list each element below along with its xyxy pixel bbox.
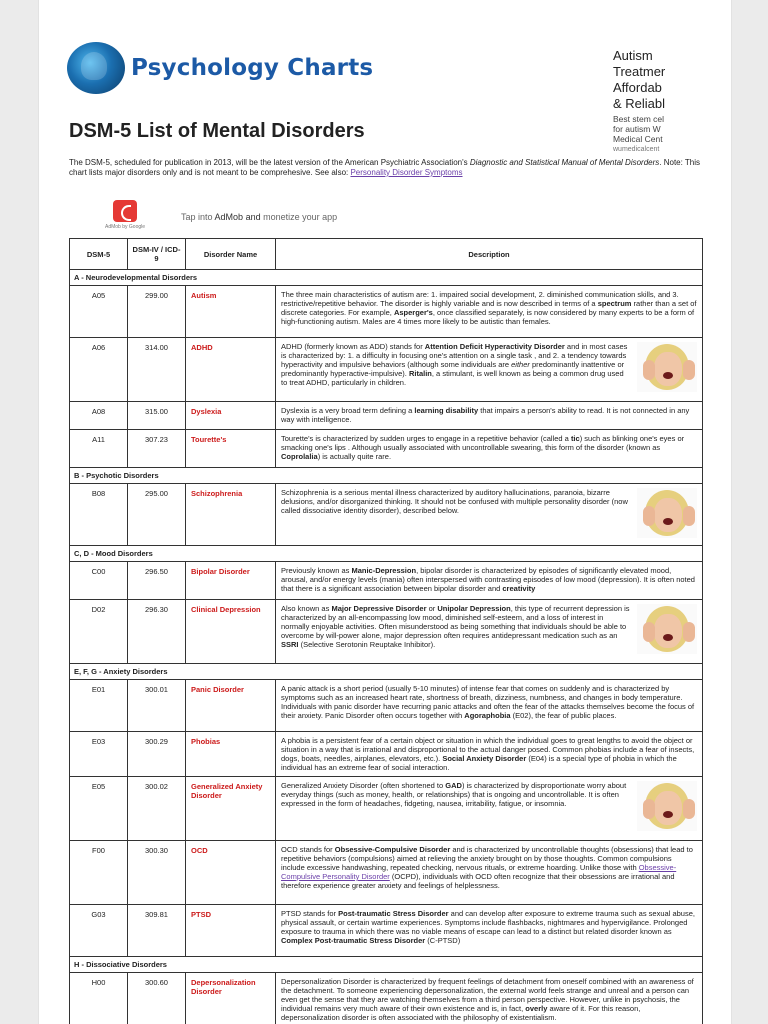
description-text: Ritalin <box>408 369 432 378</box>
disorder-description <box>276 562 703 600</box>
table-row <box>70 680 703 732</box>
description-text: SSRI <box>281 640 299 649</box>
disorder-name[interactable]: Clinical Depression <box>186 600 276 664</box>
table-row <box>70 286 703 338</box>
description-text: rather than a set of discrete categories. For example, <box>281 299 697 317</box>
dsm5-code: E03 <box>70 732 128 777</box>
icd9-code: 300.30 <box>128 841 186 905</box>
disorder-description <box>276 484 703 546</box>
description-text: A phobia is a persistent fear of a certain object or situation in which the individual goes to great lengths to avoid the object or situation in a way that is irrational and disproportional to the actual danger posed. Common phobias include a fear of insects, dogs, boats, needles, airplanes, elevators, etc.). <box>281 736 695 763</box>
disorder-description <box>276 338 703 402</box>
person-photo <box>637 604 697 654</box>
dsm5-code: B08 <box>70 484 128 546</box>
section-row <box>70 546 703 562</box>
description-text: Depersonalization Disorder is characterized by frequent feelings of detachment from oneself combined with an awareness of the detachment. To someone experiencing depersonalization, the external world feels strange and unreal and a person can even get the sense that they are watching themselves from a third person perspective. However, unlike in psychosis, the individual remains very much aware of their own existence and is, in fact, <box>281 977 694 1013</box>
dsm5-code: A06 <box>70 338 128 402</box>
section-row <box>70 957 703 973</box>
table-row <box>70 732 703 777</box>
description-text: Generalized Anxiety Disorder (often shortened to <box>281 781 446 790</box>
ad-line: Autism <box>613 48 653 63</box>
person-photo <box>637 488 697 538</box>
site-name: Psychology Charts <box>131 55 374 81</box>
photo-part <box>643 622 655 642</box>
person-photo <box>637 342 697 392</box>
description-text: Asperger's <box>393 308 433 317</box>
photo-part <box>663 372 673 379</box>
section-row <box>70 270 703 286</box>
admob-logo-icon <box>105 200 145 234</box>
ad-small-line: Best stem cel <box>613 114 665 124</box>
ad-line: Affordab <box>613 80 662 95</box>
table-row <box>70 484 703 546</box>
description-text: A panic attack is a short period (usually 5-10 minutes) of intense fear that comes on suddenly and is characterized by symptoms such as an increased heart rate, shortness of breath, dizziness, numbness, and changes in body temperature. Individuals with panic disorder have recurring panic attacks and often the fear of the attacks themselves become the focus of their anxiety. Panic Disorder often occurs together with <box>281 684 695 720</box>
intro-text: The DSM-5, scheduled for publication in 2013, will be the latest version of the American Psychiatric Association's <box>69 158 470 167</box>
section-title: H - Dissociative Disorders <box>70 957 703 973</box>
ad-small-line: for autism W <box>613 124 661 134</box>
ad-url: wumedicalcent <box>613 146 660 153</box>
table-row <box>70 402 703 430</box>
description-text: predominantly inattentive or predominantly hyperactive-impulsive). <box>281 360 625 378</box>
section-title: A - Neurodevelopmental Disorders <box>70 270 703 286</box>
disorder-name[interactable]: Generalized Anxiety Disorder <box>186 777 276 841</box>
intro-italic: Diagnostic and Statistical Manual of Mental Disorders <box>469 158 660 167</box>
intro-text: . Note: This chart lists major disorders only and is not meant to be comprehesive. See also: <box>69 158 701 177</box>
table-row <box>70 973 703 1024</box>
disorder-description <box>276 841 703 905</box>
description-text: Major Depressive Disorder <box>331 604 427 613</box>
icd9-code: 295.00 <box>128 484 186 546</box>
disorder-description <box>276 680 703 732</box>
photo-part <box>654 614 682 648</box>
table-row <box>70 430 703 468</box>
section-title: C, D - Mood Disorders <box>70 546 703 562</box>
dsm5-code: E01 <box>70 680 128 732</box>
icd9-code: 300.01 <box>128 680 186 732</box>
photo-part <box>683 360 695 380</box>
admob-text-a: Tap into <box>181 212 215 222</box>
description-text: ) is actually quite rare. <box>317 452 392 461</box>
description-text: ) such as blinking one's eyes or smacking one's lips . Although usually associated with uncontrollable swearing, this form of the disorder (known as <box>281 434 685 452</box>
description-text: Complex Post-traumatic Stress Disorder <box>281 936 426 945</box>
photo-part <box>643 506 655 526</box>
description-text: that impairs a person's ability to read. It is not connected in any way with intelligence. <box>281 406 690 424</box>
dsm5-code: F00 <box>70 841 128 905</box>
description-text: Previously known as <box>281 566 352 575</box>
description-text: creativity <box>502 584 536 593</box>
description-text: Manic-Depression <box>351 566 417 575</box>
disorder-description <box>276 600 703 664</box>
disorder-name[interactable]: Dyslexia <box>186 402 276 430</box>
icd9-code: 307.23 <box>128 430 186 468</box>
description-text: , once classified separately, is now considered by many experts to be a form of high-functioning autism. Males are 4 times more likely to be autistic than females. <box>281 308 695 326</box>
photo-part <box>683 799 695 819</box>
photo-part <box>643 799 655 819</box>
photo-part <box>663 518 673 525</box>
description-text: Coprolalia <box>281 452 318 461</box>
dsm5-code: G03 <box>70 905 128 957</box>
dsm5-code: A05 <box>70 286 128 338</box>
description-text: Post-traumatic Stress Disorder <box>338 909 449 918</box>
photo-part <box>683 506 695 526</box>
disorder-description <box>276 973 703 1024</box>
disorder-description <box>276 732 703 777</box>
photo-part <box>654 352 682 386</box>
person-photo <box>637 781 697 831</box>
icd9-code: 296.30 <box>128 600 186 664</box>
description-text: , bipolar disorder is characterized by episodes of significantly elevated mood, arousal, and/or energy levels (mania) often interspersed with contrasting episodes of low mood (depression). It is often noted that there is a significant association between bipolar disorder and <box>281 566 695 593</box>
page-title: DSM-5 List of Mental Disorders <box>69 120 365 142</box>
description-text: (C-PTSD) <box>425 936 461 945</box>
description-text: Schizophrenia is a serious mental illness characterized by auditory hallucinations, paranoia, bizarre delusions, and/or disorganized thinking. It should not be confused with multiple personality disorder (now called dissociative identity disorder), described below. <box>281 488 628 515</box>
description-text: overly <box>525 1004 548 1013</box>
photo-part <box>663 811 673 818</box>
disorder-description <box>276 905 703 957</box>
description-text: Tourette's is characterized by sudden urges to engage in a repetitive behavior (called a <box>281 434 571 443</box>
table-row <box>70 338 703 402</box>
disorder-description <box>276 402 703 430</box>
section-title: E, F, G - Anxiety Disorders <box>70 664 703 680</box>
table-row <box>70 777 703 841</box>
dsm5-code: E05 <box>70 777 128 841</box>
disorder-name[interactable]: ADHD <box>186 338 276 402</box>
disorder-name[interactable]: Depersonalization Disorder <box>186 973 276 1024</box>
disorder-description <box>276 286 703 338</box>
description-text: PTSD stands for <box>281 909 339 918</box>
description-text: and can develop after exposure to extreme trauma such as sexual abuse, physical assault, or certain wartime experiences. Symptoms include flashbacks, nightmares and hypervigilance. Prolonged exposure to trauma in which there was no viable means of escape can lead to a distinct but related disorder known as <box>281 909 695 936</box>
header-description: Description <box>276 239 703 270</box>
photo-part <box>683 622 695 642</box>
dsm5-code: H00 <box>70 973 128 1024</box>
table-row <box>70 600 703 664</box>
description-text: ) is characterized by disproportionate worry about everyday things (such as money, health, or relationships) that is ongoing and uncontrollable. It is often expressed in the form of headaches, fidgeting, nausea, irritability, fatigue, or insomnia. <box>281 781 627 808</box>
disorder-name[interactable]: OCD <box>186 841 276 905</box>
description-text: aware of it. For this reason, depersonalization disorder is often associated with the philosophy of existentialism. <box>281 1004 641 1022</box>
description-text: and in most cases is characterized by: 1. a difficulty in focusing one's attention on a single task , and 2. a tendency towards hyperactivity and impulsive behaviors (although some individuals are <box>281 342 628 369</box>
table-row <box>70 562 703 600</box>
icd9-code: 299.00 <box>128 286 186 338</box>
description-text: Dyslexia is a very broad term defining a <box>281 406 415 415</box>
dsm5-code: D02 <box>70 600 128 664</box>
personality-disorder-link[interactable]: Personality Disorder Symptoms <box>350 168 463 177</box>
disorder-name[interactable]: Autism <box>186 286 276 338</box>
disorder-name[interactable]: PTSD <box>186 905 276 957</box>
section-row <box>70 664 703 680</box>
description-text: and is characterized by uncontrollable thoughts (obsessions) that lead to repetitive behaviors (compulsions) aimed at relieving the anxiety brought on by those thoughts. Common compulsions include excessive handwashing, repeated checking, nervous rituals, or extreme hoarding. Unlike those with <box>281 845 693 872</box>
description-text: (OCPD), individuals with OCD often recognize that their obsessions are irrational and therefore experience greater anxiety and feelings of helplessness. <box>281 872 675 890</box>
side-advertisement[interactable] <box>613 48 732 153</box>
description-text: Unipolar Depression <box>437 604 511 613</box>
table-row <box>70 841 703 905</box>
description-text: spectrum <box>597 299 632 308</box>
icd9-code: 300.60 <box>128 973 186 1024</box>
description-text: or <box>426 604 438 613</box>
admob-text-b: and <box>243 212 264 222</box>
icd9-code: 296.50 <box>128 562 186 600</box>
description-text: , a stimulant, is well known as being a common drug used to treat ADHD, particularly in children. <box>281 369 624 387</box>
admob-text-c: monetize your app <box>263 212 338 222</box>
description-text: learning disability <box>414 406 479 415</box>
disorder-description <box>276 430 703 468</box>
dsm5-code: A08 <box>70 402 128 430</box>
admob-mark <box>113 200 137 222</box>
description-text: Agoraphobia <box>464 711 511 720</box>
photo-part <box>663 634 673 641</box>
photo-part <box>654 498 682 532</box>
admob-text <box>181 212 337 222</box>
disorder-name[interactable]: Tourette's <box>186 430 276 468</box>
admob-brand: AdMob <box>214 212 244 222</box>
section-row <box>70 468 703 484</box>
icd9-code: 314.00 <box>128 338 186 402</box>
table-header-row <box>70 239 703 270</box>
description-text: , this type of recurrent depression is characterized by an all-encompassing low mood, diminished self-esteem, and a loss of interest in normally enjoyable activities. Often misunderstood as being something that individuals should be able to overcome by will-power alone, major depression often requires antidepressant medication such as an <box>281 604 630 640</box>
description-text: GAD <box>445 781 462 790</box>
header-dsm5: DSM-5 <box>70 239 128 270</box>
description-text: Attention Deficit Hyperactivity Disorder <box>424 342 565 351</box>
brain-globe-logo <box>67 42 125 94</box>
admob-caption: AdMob by Google <box>105 224 146 230</box>
photo-part <box>643 360 655 380</box>
ad-line: & Reliabl <box>613 96 666 111</box>
description-text: (E02), the fear of public places. <box>510 711 617 720</box>
photo-part <box>654 791 682 825</box>
icd9-code: 309.81 <box>128 905 186 957</box>
ad-line: Treatmer <box>613 64 666 79</box>
table-body <box>70 270 703 1024</box>
disorder-description <box>276 777 703 841</box>
description-text: Social Anxiety Disorder <box>442 754 527 763</box>
icd9-code: 315.00 <box>128 402 186 430</box>
dsm5-code: C00 <box>70 562 128 600</box>
description-text: The three main characteristics of autism are: 1. impaired social development, 2. diminished communication skills, and 3. restrictive/repetitive behavior. The disorder is highly variable and is now described in terms of a <box>281 290 679 308</box>
description-text: either <box>511 360 530 369</box>
site-brand[interactable] <box>67 40 373 96</box>
icd9-code: 300.29 <box>128 732 186 777</box>
header-dsm4: DSM-IV / ICD-9 <box>128 239 186 270</box>
description-text: (Selective Serotonin Reuptake Inhibitor). <box>298 640 436 649</box>
description-text: Also known as <box>281 604 332 613</box>
disorder-name[interactable]: Phobias <box>186 732 276 777</box>
description-text: Obsessive-Compulsive Disorder <box>334 845 451 854</box>
section-title: B - Psychotic Disorders <box>70 468 703 484</box>
description-text: OCD stands for <box>281 845 335 854</box>
description-text: tic <box>570 434 580 443</box>
intro-paragraph <box>69 158 709 178</box>
description-text: ADHD (formerly known as ADD) stands for <box>281 342 425 351</box>
page <box>38 0 732 1024</box>
table-row <box>70 905 703 957</box>
description-link[interactable]: Obsessive-Compulsive Personality Disorder <box>281 863 677 881</box>
disorder-name[interactable]: Bipolar Disorder <box>186 562 276 600</box>
disorder-name[interactable]: Schizophrenia <box>186 484 276 546</box>
description-text: (E04) is a special type of phobia in which the individual has an extreme fear of social interaction. <box>281 754 677 772</box>
ad-small-line: Medical Cent <box>613 134 663 144</box>
disorders-table <box>69 238 703 1024</box>
icd9-code: 300.02 <box>128 777 186 841</box>
admob-banner[interactable] <box>105 200 337 234</box>
dsm5-code: A11 <box>70 430 128 468</box>
disorder-name[interactable]: Panic Disorder <box>186 680 276 732</box>
header-disorder-name: Disorder Name <box>186 239 276 270</box>
